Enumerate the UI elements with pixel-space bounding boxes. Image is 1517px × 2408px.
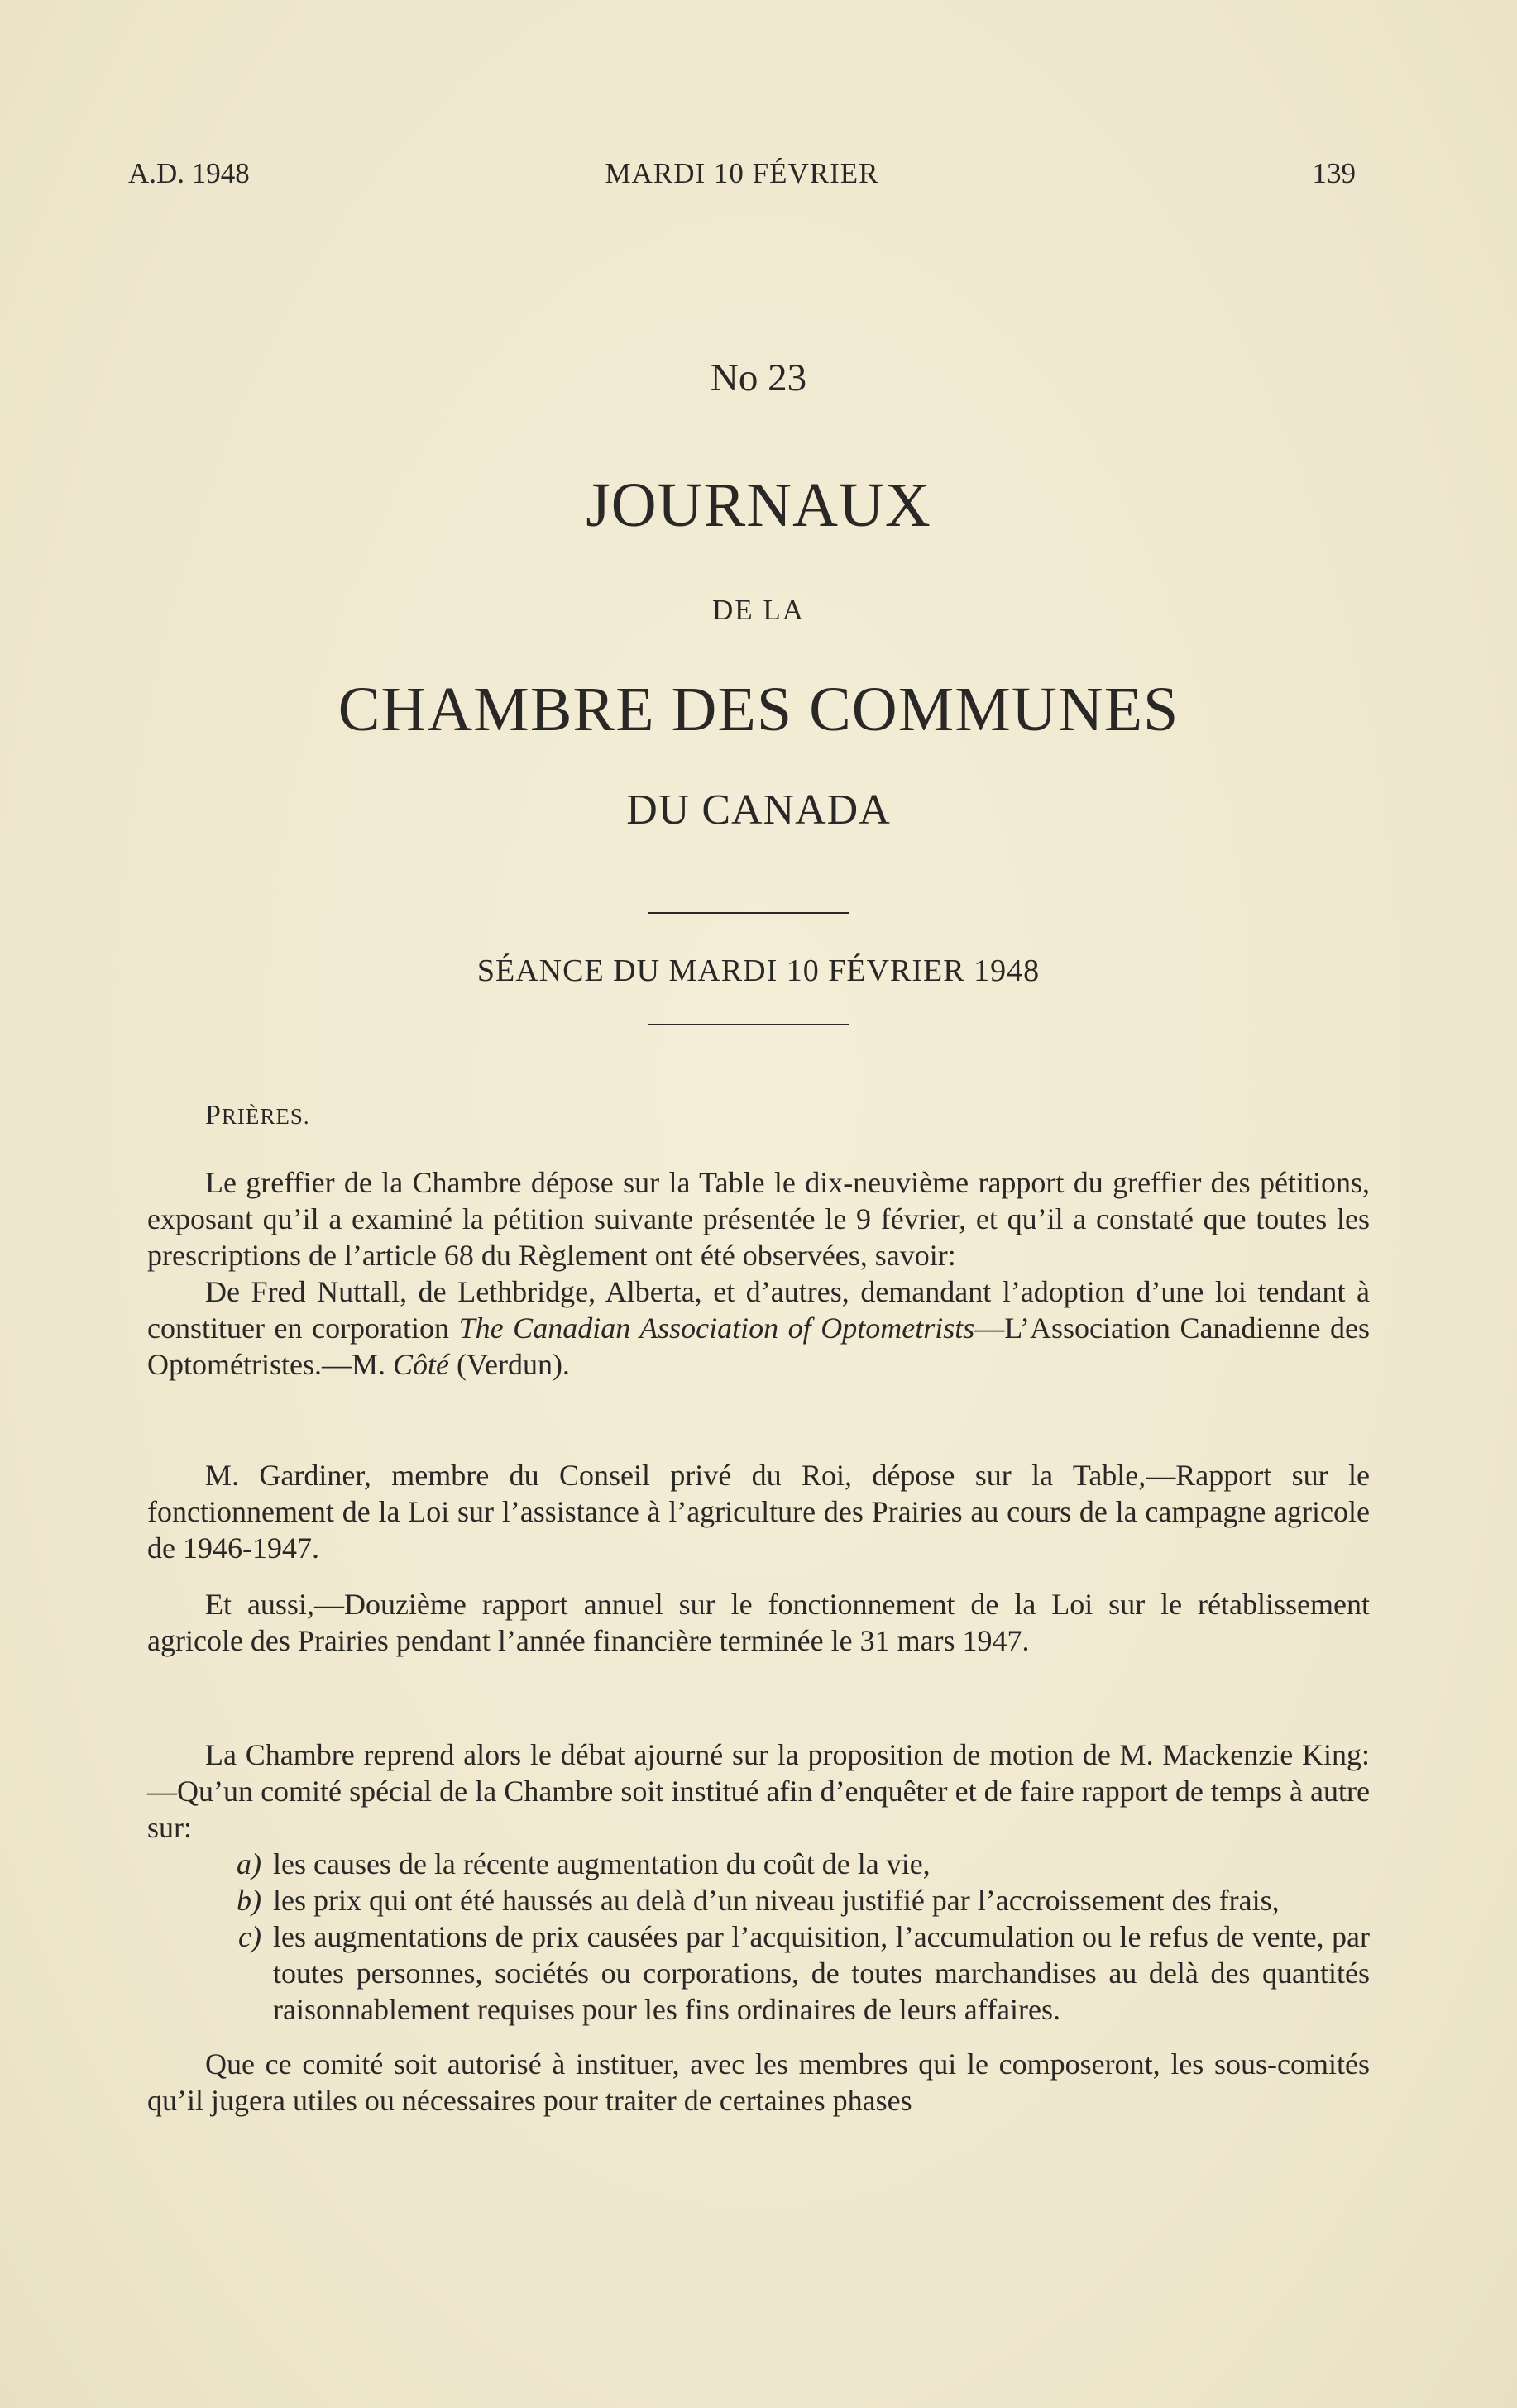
title-journaux: JOURNAUX	[586, 471, 931, 540]
list-item-label: a)	[237, 1847, 261, 1880]
title-rule-top	[648, 912, 849, 914]
page-number: 139	[1312, 157, 1356, 189]
body-section-2	[147, 1457, 1370, 1659]
body-section-3	[147, 1737, 1370, 2119]
list-item	[212, 1918, 1370, 2028]
list-item	[212, 1846, 1370, 1882]
body-section-1	[147, 1164, 1370, 1383]
issue-number: No 23	[710, 356, 807, 399]
motion-items-list	[212, 1846, 1370, 2028]
session-heading: SÉANCE DU MARDI 10 FÉVRIER 1948	[476, 953, 1041, 988]
list-item-text: les causes de la récente augmentation du coût de la vie,	[273, 1847, 931, 1880]
title-rule-bottom	[648, 1024, 849, 1025]
list-item-label: c)	[238, 1920, 261, 1953]
running-head-year: A.D. 1948	[128, 157, 250, 189]
running-head-date: MARDI 10 FÉVRIER	[605, 157, 879, 189]
prayers-initial: P	[205, 1100, 222, 1130]
debate-paragraph: La Chambre reprend alors le débat ajourné sur la proposition de motion de M. Mackenzie King:—Qu’un comité spécial de la Chambre soit institué afin d’enquêter et de faire rapport de temps à autre sur:	[147, 1738, 1370, 1844]
running-head	[128, 157, 1356, 200]
petition-corporation-name: The Canadian Association of Optometrists	[458, 1312, 975, 1345]
petition-text-c: (Verdun).	[448, 1348, 570, 1381]
petition-report-paragraph: Le greffier de la Chambre dépose sur la Table le dix-neuvième rapport du greffier des pétitions, exposant qu’il a examiné la pétition suivante présentée le 9 février, et qu’il a constaté que toutes les prescriptions de l’article 68 du Règlement ont été observées, savoir:	[147, 1166, 1370, 1272]
petition-text-b: —L’Association Canadienne des Optométristes.—M.	[147, 1312, 1370, 1381]
petition-detail-paragraph	[147, 1273, 1370, 1383]
petition-member-name: Côté	[392, 1348, 449, 1381]
list-item-text: les augmentations de prix causées par l’acquisition, l’accumulation ou le refus de vente, par toutes personnes, sociétés ou corporations, de toutes marchandises au delà des quantités raisonnablement requises pour les fins ordinaires de leurs affaires.	[273, 1920, 1370, 2026]
petition-text-a: De Fred Nuttall, de Lethbridge, Alberta, et d’autres, demandant l’adoption d’une loi tendant à constituer en corporation	[147, 1275, 1370, 1345]
prayers-rest: RIÈRES.	[221, 1104, 310, 1129]
list-item	[212, 1882, 1370, 1918]
list-item-label: b)	[237, 1884, 261, 1917]
prayers-heading	[205, 1100, 310, 1131]
gardiner-report-paragraph: M. Gardiner, membre du Conseil privé du Roi, dépose sur la Table,—Rapport sur le fonctionnement de la Loi sur l’assistance à l’agriculture des Prairies au cours de la campagne agricole de 1946-1947.	[147, 1459, 1370, 1565]
annual-report-paragraph: Et aussi,—Douzième rapport annuel sur le fonctionnement de la Loi sur le rétablissement agricole des Prairies pendant l’année financière terminée le 31 mars 1947.	[147, 1588, 1370, 1657]
title-du-canada: DU CANADA	[626, 786, 891, 834]
title-de-la: DE LA	[711, 594, 806, 626]
title-chambre: CHAMBRE DES COMMUNES	[337, 675, 1180, 744]
committee-paragraph: Que ce comité soit autorisé à instituer, avec les membres qui le composeront, les sous-comités qu’il jugera utiles ou nécessaires pour traiter de certaines phases	[147, 2047, 1370, 2117]
list-item-text: les prix qui ont été haussés au delà d’un niveau justifié par l’accroissement des frais,	[273, 1884, 1280, 1917]
